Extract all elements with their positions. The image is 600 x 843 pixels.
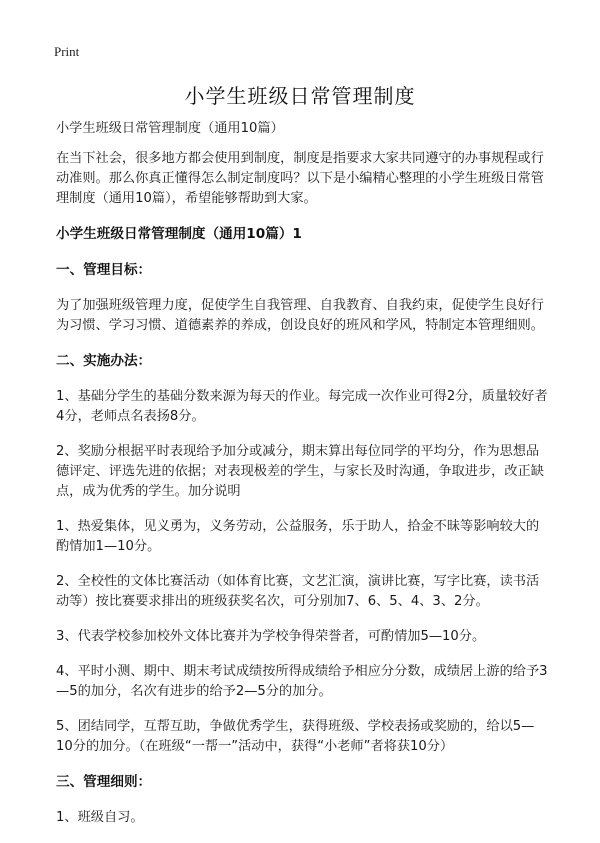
rules-first-item: 1、班级自习。 bbox=[56, 810, 144, 825]
list-item: 3、代表学校参加校外文体比赛并为学校争得荣誉者，可酌情加5—10分。 bbox=[56, 629, 486, 644]
list-item: 2、全校性的文体比赛活动（如体育比赛，文艺汇演，演讲比赛，写字比赛，读书活动等）按比赛要求排出的班级获奖名次，可分别加7、6、5、4、3、2分。 bbox=[56, 574, 540, 609]
list-item: 2、奖励分根据平时表现给予加分或减分，期末算出每位同学的平均分，作为思想品德评定、评选先进的依据；对表现极差的学生，与家长及时沟通，争取进步，改正缺点，成为优秀的学生。加分说明 bbox=[56, 444, 544, 499]
document-body bbox=[56, 119, 550, 843]
print-link[interactable]: Print bbox=[54, 44, 80, 59]
list-item: 1、热爱集体，见义勇为，义务劳动，公益服务，乐于助人，拾金不昧等影响较大的酌情加1—10分。 bbox=[56, 519, 540, 554]
list-item: 5、团结同学，互帮互助，争做优秀学生，获得班级、学校表扬或奖励的，给以5—10分的加分。（在班级“一帮一”活动中，获得“小老师”者将获10分） bbox=[56, 719, 535, 754]
heading-management-goal: 一、管理目标： bbox=[56, 262, 152, 278]
heading-rules: 三、管理细则： bbox=[56, 774, 152, 790]
document-subtitle: 小学生班级日常管理制度（通用10篇） bbox=[56, 121, 284, 136]
list-item: 4、平时小测、期中、期末考试成绩按所得成绩给予相应分分数，成绩居上游的给予3—5的加分，名次有进步的给予2—5分的加分。 bbox=[56, 664, 548, 699]
document-title: 小学生班级日常管理制度 bbox=[184, 84, 416, 108]
section-title: 小学生班级日常管理制度（通用10篇）1 bbox=[56, 226, 302, 242]
goal-paragraph: 为了加强班级管理力度，促使学生自我管理、自我教育、自我约束，促使学生良好行为习惯、学习习惯、道德素养的养成，创设良好的班风和学风，特制定本管理细则。 bbox=[56, 298, 544, 333]
heading-implementation: 二、实施办法： bbox=[56, 353, 152, 369]
list-item: 1、基础分学生的基础分数来源为每天的作业。每完成一次作业可得2分，质量较好者4分，老师点名表扬8分。 bbox=[56, 389, 548, 424]
intro-paragraph: 在当下社会，很多地方都会使用到制度，制度是指要求大家共同遵守的办事规程或行动准则。那么你真正懂得怎么制定制度吗？以下是小编精心整理的小学生班级日常管理制度（通用10篇），希望能够帮助到大家。 bbox=[56, 151, 544, 206]
